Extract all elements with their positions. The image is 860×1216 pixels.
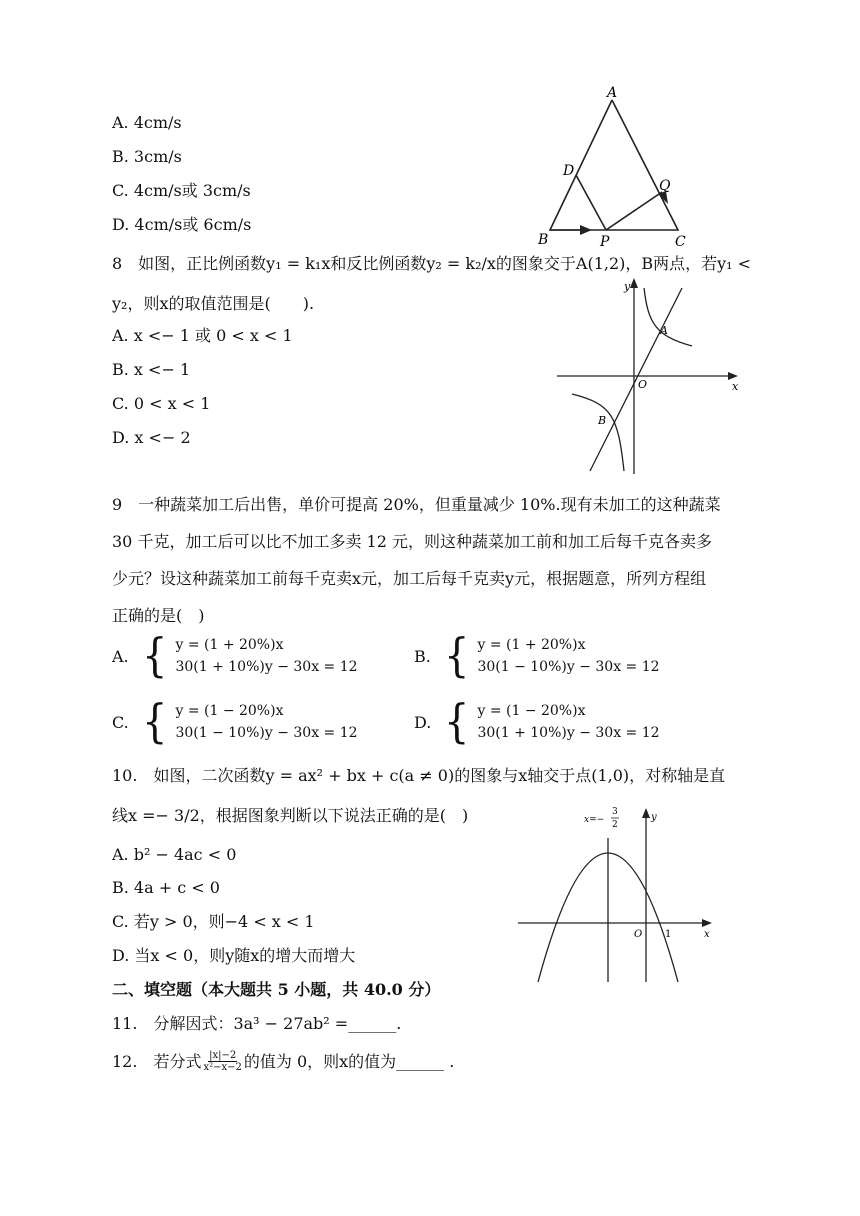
triangle-figure: [530, 82, 710, 252]
axis-label-den: 2: [612, 820, 618, 830]
q10-option-d: D. 当x < 0，则y随x的增大而增大: [112, 946, 356, 965]
q9-option-c-row2: 30(1 − 10%)y − 30x = 12: [175, 725, 358, 741]
q10-y-label: y: [651, 812, 657, 823]
q8-graph: [552, 276, 752, 476]
q8-option-a: A. x <− 1 或 0 < x < 1: [112, 326, 293, 345]
q9-option-b-label: B.: [414, 646, 431, 666]
q9-option-a-row2: 30(1 + 10%)y − 30x = 12: [175, 659, 358, 675]
q10-option-c: C. 若y > 0，则−4 < x < 1: [112, 912, 315, 931]
graph-x-label: x: [732, 380, 739, 393]
graph-origin-label: O: [638, 378, 648, 391]
q11-stem: 11. 分解因式：3a³ − 27ab² =______.: [112, 1014, 402, 1033]
q7-option-c: C. 4cm/s或 3cm/s: [112, 181, 251, 200]
q9-option-d: D. { y = (1 − 20%)x 30(1 + 10%)y − 30x = 12: [414, 695, 660, 749]
q9-stem-line3: 少元？设这种蔬菜加工前每千克卖x元，加工后每千克卖y元，根据题意，所列方程组: [112, 569, 707, 588]
q10-option-a: A. b² − 4ac < 0: [112, 845, 237, 864]
label-p: P: [600, 234, 610, 250]
q9-option-a-label: A.: [112, 646, 129, 666]
q9-option-d-row2: 30(1 + 10%)y − 30x = 12: [477, 725, 660, 741]
q9-stem-line2: 30 千克，加工后可以比不加工多卖 12 元，则这种蔬菜加工前和加工后每千克各卖多: [112, 532, 712, 551]
q12-pre: 12. 若分式: [112, 1051, 202, 1071]
q9-option-d-label: D.: [414, 712, 432, 732]
q8-option-b: B. x <− 1: [112, 360, 191, 379]
graph-point-b: B: [598, 414, 607, 427]
q10-stem-line2: 线x =− 3/2，根据图象判断以下说法正确的是( ): [112, 806, 469, 825]
q10-parabola-graph: [516, 800, 721, 985]
axis-label-num: 3: [612, 807, 618, 817]
label-d: D: [563, 163, 575, 179]
q10-x-label: x: [704, 929, 710, 940]
q12-stem: [112, 1050, 454, 1073]
q9-option-c-label: C.: [112, 712, 129, 732]
q8-stem-line2: y₂，则x的取值范围是( ).: [112, 294, 315, 313]
y-arrow-icon: [630, 278, 638, 288]
q8-option-d: D. x <− 2: [112, 428, 191, 447]
q9-option-b: B. { y = (1 + 20%)x 30(1 − 10%)y − 30x = 12: [414, 629, 660, 683]
arrow-bp-icon: [580, 225, 592, 235]
label-c: C: [675, 234, 686, 250]
q9-option-c: C. { y = (1 − 20%)x 30(1 − 10%)y − 30x = 12: [112, 695, 358, 749]
q7-option-d: D. 4cm/s或 6cm/s: [112, 215, 252, 234]
q12-numerator: |x|−2: [209, 1050, 237, 1061]
q10-origin-label: O: [634, 929, 643, 940]
q8-option-c: C. 0 < x < 1: [112, 394, 211, 413]
label-b: B: [538, 232, 549, 248]
q10-x-arrow-icon: [702, 919, 712, 927]
q9-option-b-row2: 30(1 − 10%)y − 30x = 12: [477, 659, 660, 675]
section-heading-fill-blank: 二、填空题（本大题共 5 小题，共 40.0 分）: [112, 980, 441, 999]
q12-fraction: [203, 1050, 241, 1073]
q9-option-a: A. { y = (1 + 20%)x 30(1 + 10%)y − 30x = 12: [112, 629, 358, 683]
q7-option-a: A. 4cm/s: [112, 113, 182, 132]
q10-option-b: B. 4a + c < 0: [112, 878, 220, 897]
q8-stem-line1: 8 如图，正比例函数y₁ = k₁x和反比例函数y₂ = k₂/x的图象交于A(1,2)，B两点，若y₁ <: [112, 254, 752, 273]
q10-y-arrow-icon: [642, 808, 650, 818]
q9-option-d-row1: y = (1 − 20%)x: [477, 703, 586, 719]
graph-y-label: y: [624, 280, 631, 293]
q10-one-label: 1: [665, 929, 672, 940]
q9-stem-line4: 正确的是( ): [112, 606, 205, 625]
x-arrow-icon: [728, 372, 738, 380]
q12-denominator: x²−x−2: [203, 1062, 242, 1073]
q7-option-b: B. 3cm/s: [112, 147, 182, 166]
q9-option-a-row1: y = (1 + 20%)x: [175, 637, 284, 653]
label-q: Q: [659, 178, 671, 194]
label-a: A: [607, 85, 618, 101]
axis-label-prefix: x=−: [584, 815, 605, 825]
q9-stem-line1: 9 一种蔬菜加工后出售，单价可提高 20%，但重量减少 10%.现有未加工的这种蔬菜: [112, 495, 721, 514]
graph-point-a: A: [660, 324, 668, 337]
q10-stem-line1: 10. 如图，二次函数y = ax² + bx + c(a ≠ 0)的图象与x轴交于点(1,0)，对称轴是直: [112, 766, 726, 785]
q9-option-b-row1: y = (1 + 20%)x: [477, 637, 586, 653]
q9-option-c-row1: y = (1 − 20%)x: [175, 703, 284, 719]
q12-post: 的值为 0，则x的值为______ .: [243, 1051, 455, 1071]
